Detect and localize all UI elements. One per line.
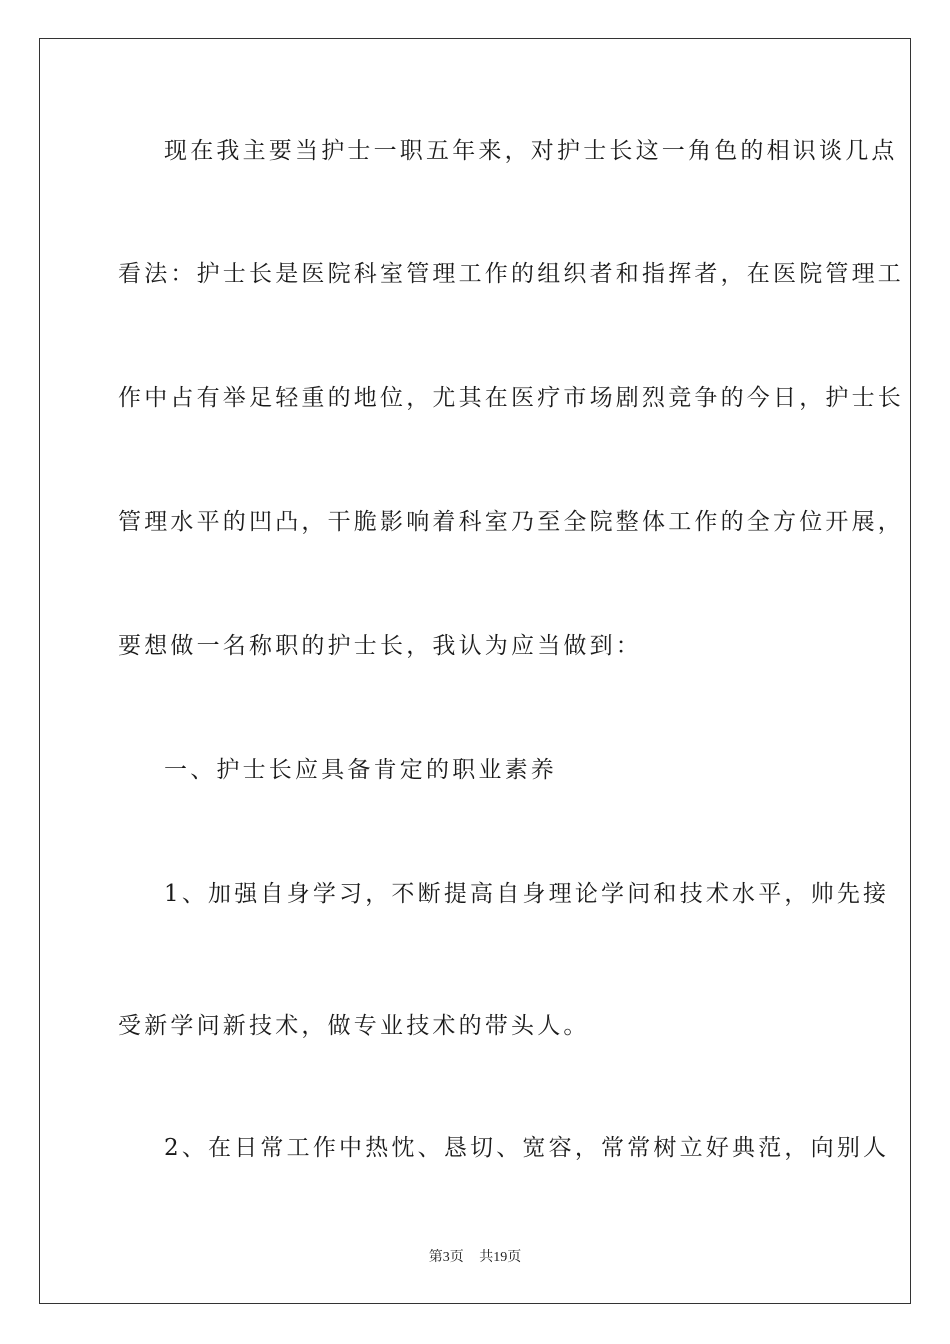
section-heading: 一、护士长应具备肯定的职业素养 [164, 757, 557, 783]
page-total: 共19页 [479, 1250, 522, 1265]
paragraph-line: 管理水平的凹凸，干脆影响着科室乃至全院整体工作的全方位开展， [118, 509, 904, 535]
paragraph-line: 看法：护士长是医院科室管理工作的组织者和指挥者，在医院管理工 [118, 261, 904, 287]
paragraph-line: 受新学问新技术，做专业技术的带头人。 [118, 1013, 590, 1039]
paragraph-line: 现在我主要当护士一职五年来，对护士长这一角色的相识谈几点 [164, 138, 898, 164]
paragraph-line: 要想做一名称职的护士长，我认为应当做到： [118, 633, 642, 659]
page-footer [0, 1246, 950, 1266]
page-border [39, 38, 911, 1304]
paragraph-line: 1、加强自身学习，不断提高自身理论学问和技术水平，帅先接 [164, 881, 890, 907]
page-number: 第3页 [428, 1250, 464, 1265]
paragraph-line: 作中占有举足轻重的地位，尤其在医疗市场剧烈竞争的今日，护士长 [118, 385, 904, 411]
paragraph-line: 2、在日常工作中热忱、恳切、宽容，常常树立好典范，向别人 [164, 1135, 890, 1161]
